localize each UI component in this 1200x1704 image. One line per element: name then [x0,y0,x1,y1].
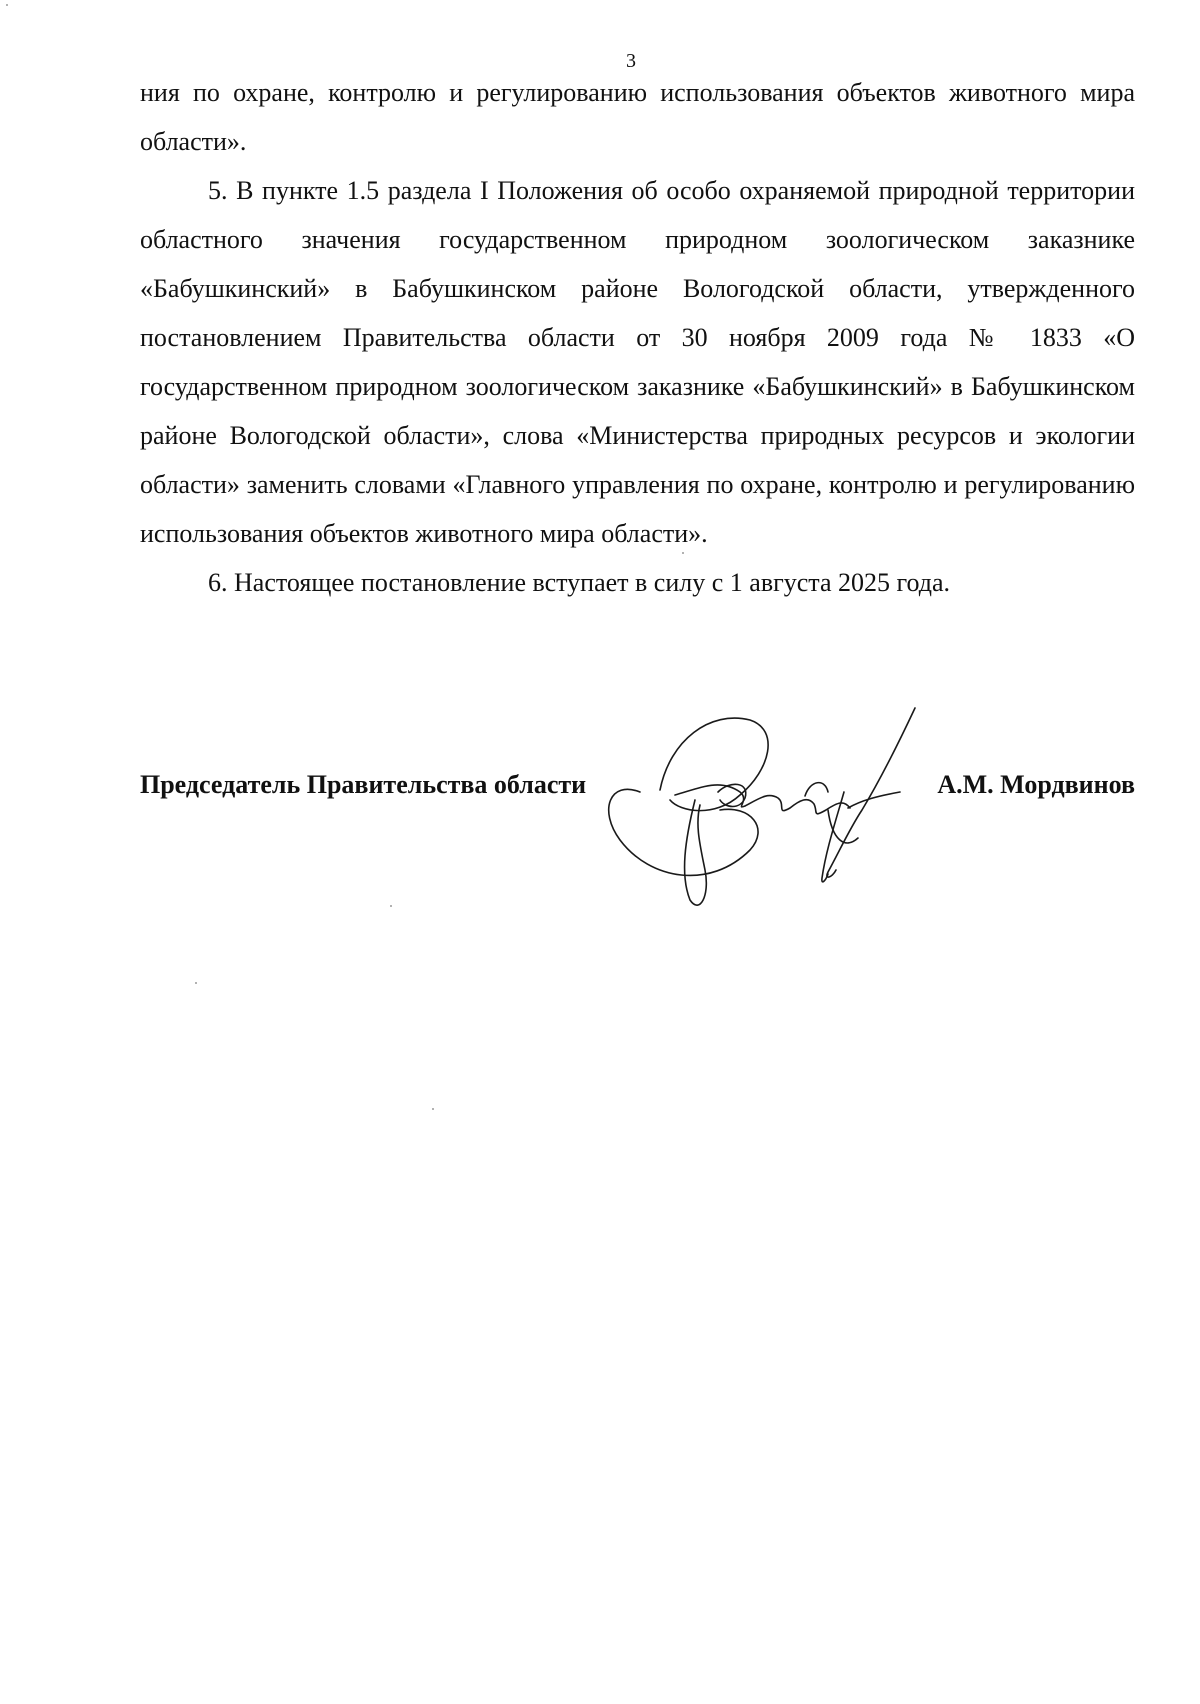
paragraph-item-5: 5. В пункте 1.5 раздела I Положения об особо охраняемой природной территории областного значения государственном природном зоологическом заказнике «Бабушкинский» в Бабушкинском районе Вологодской области, утвержденного постановлением Правительства области от 30 ноября 2009 года № 1833 «О государственном природном зоологическом заказнике «Бабушкинский» в Бабушкинском районе Вологодской области», слова «Министерства природных ресурсов и экологии области» заменить словами «Главного управления по охране, контролю и регулированию использования объектов животного мира области». [140,176,1135,548]
paragraph-continuation: ния по охране, контролю и регулированию использования объектов животного мира области». [140,78,1135,156]
document-body [140,68,1135,607]
scan-speck [6,4,8,6]
page-number: 3 [626,50,636,72]
paragraph-item-6: 6. Настоящее постановление вступает в силу с 1 августа 2025 года. [208,568,951,597]
handwritten-signature-icon [600,700,930,930]
signatory-position: Председатель Правительства области [140,770,587,799]
scan-speck [390,905,392,907]
signatory-name: А.М. Мордвинов [937,770,1135,799]
scan-speck [682,552,684,554]
scan-speck [195,982,197,984]
scan-speck [432,1108,434,1110]
